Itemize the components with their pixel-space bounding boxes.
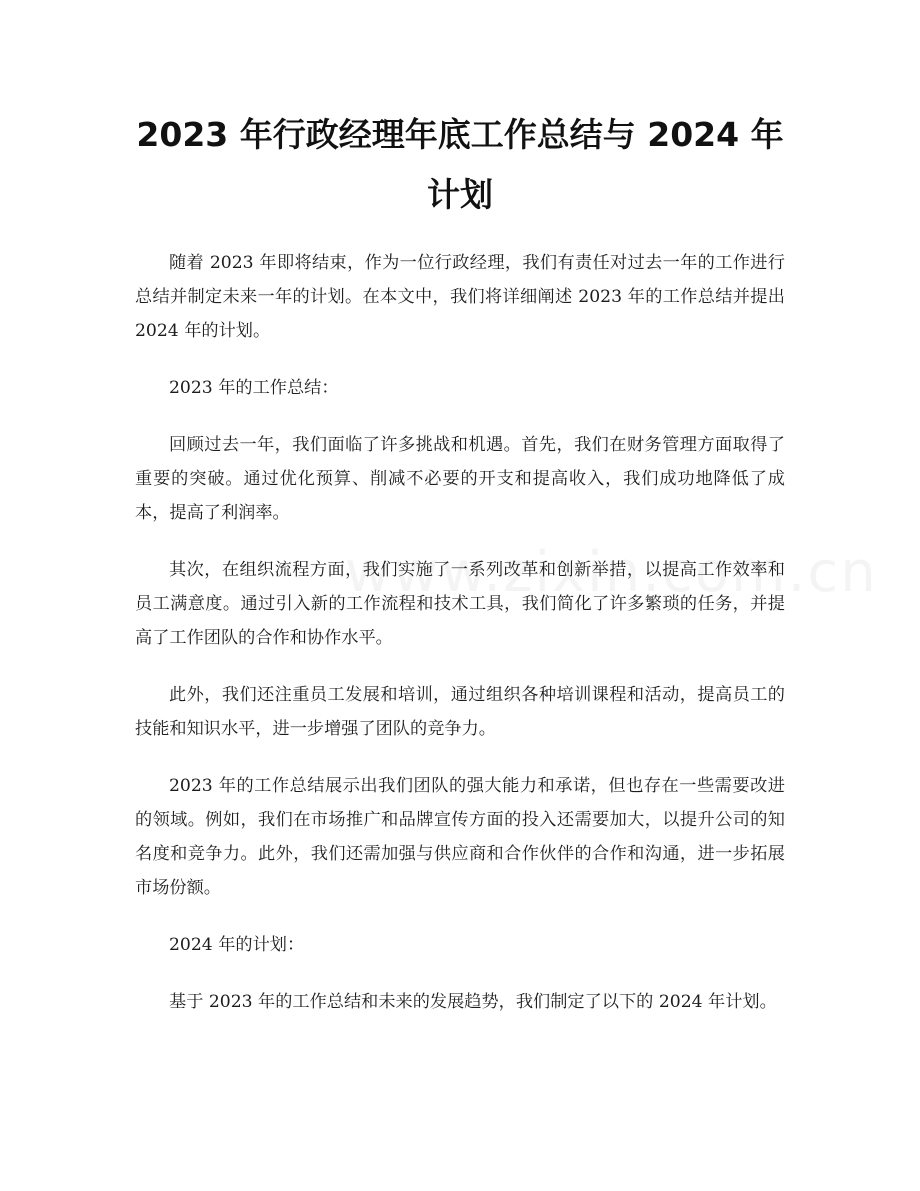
document-title: 2023 年行政经理年底工作总结与 2024 年计划 <box>136 115 784 214</box>
document-body <box>135 246 785 1042</box>
paragraph-plan-intro: 基于 2023 年的工作总结和未来的发展趋势，我们制定了以下的 2024 年计划。 <box>169 992 777 1012</box>
paragraph-process: 其次，在组织流程方面，我们实施了一系列改革和创新举措，以提高工作效率和员工满意度。通过引入新的工作流程和技术工具，我们简化了许多繁琐的任务，并提高了工作团队的合作和协作水平。 <box>135 560 785 648</box>
paragraph-training: 此外，我们还注重员工发展和培训，通过组织各种培训课程和活动，提高员工的技能和知识水平，进一步增强了团队的竞争力。 <box>135 685 785 739</box>
paragraph-improvements: 2023 年的工作总结展示出我们团队的强大能力和承诺，但也存在一些需要改进的领域。例如，我们在市场推广和品牌宣传方面的投入还需要加大，以提升公司的知名度和竞争力。此外，我们还需加强与供应商和合作伙伴的合作和沟通，进一步拓展市场份额。 <box>135 776 785 898</box>
section-heading-2023-summary: 2023 年的工作总结： <box>169 378 339 398</box>
intro-paragraph: 随着 2023 年即将结束，作为一位行政经理，我们有责任对过去一年的工作进行总结并制定未来一年的计划。在本文中，我们将详细阐述 2023 年的工作总结并提出 2024 年的计划。 <box>135 253 785 341</box>
section-heading-2024-plan: 2024 年的计划： <box>169 935 305 955</box>
paragraph-review: 回顾过去一年，我们面临了许多挑战和机遇。首先，我们在财务管理方面取得了重要的突破。通过优化预算、削减不必要的开支和提高收入，我们成功地降低了成本，提高了利润率。 <box>135 435 785 523</box>
